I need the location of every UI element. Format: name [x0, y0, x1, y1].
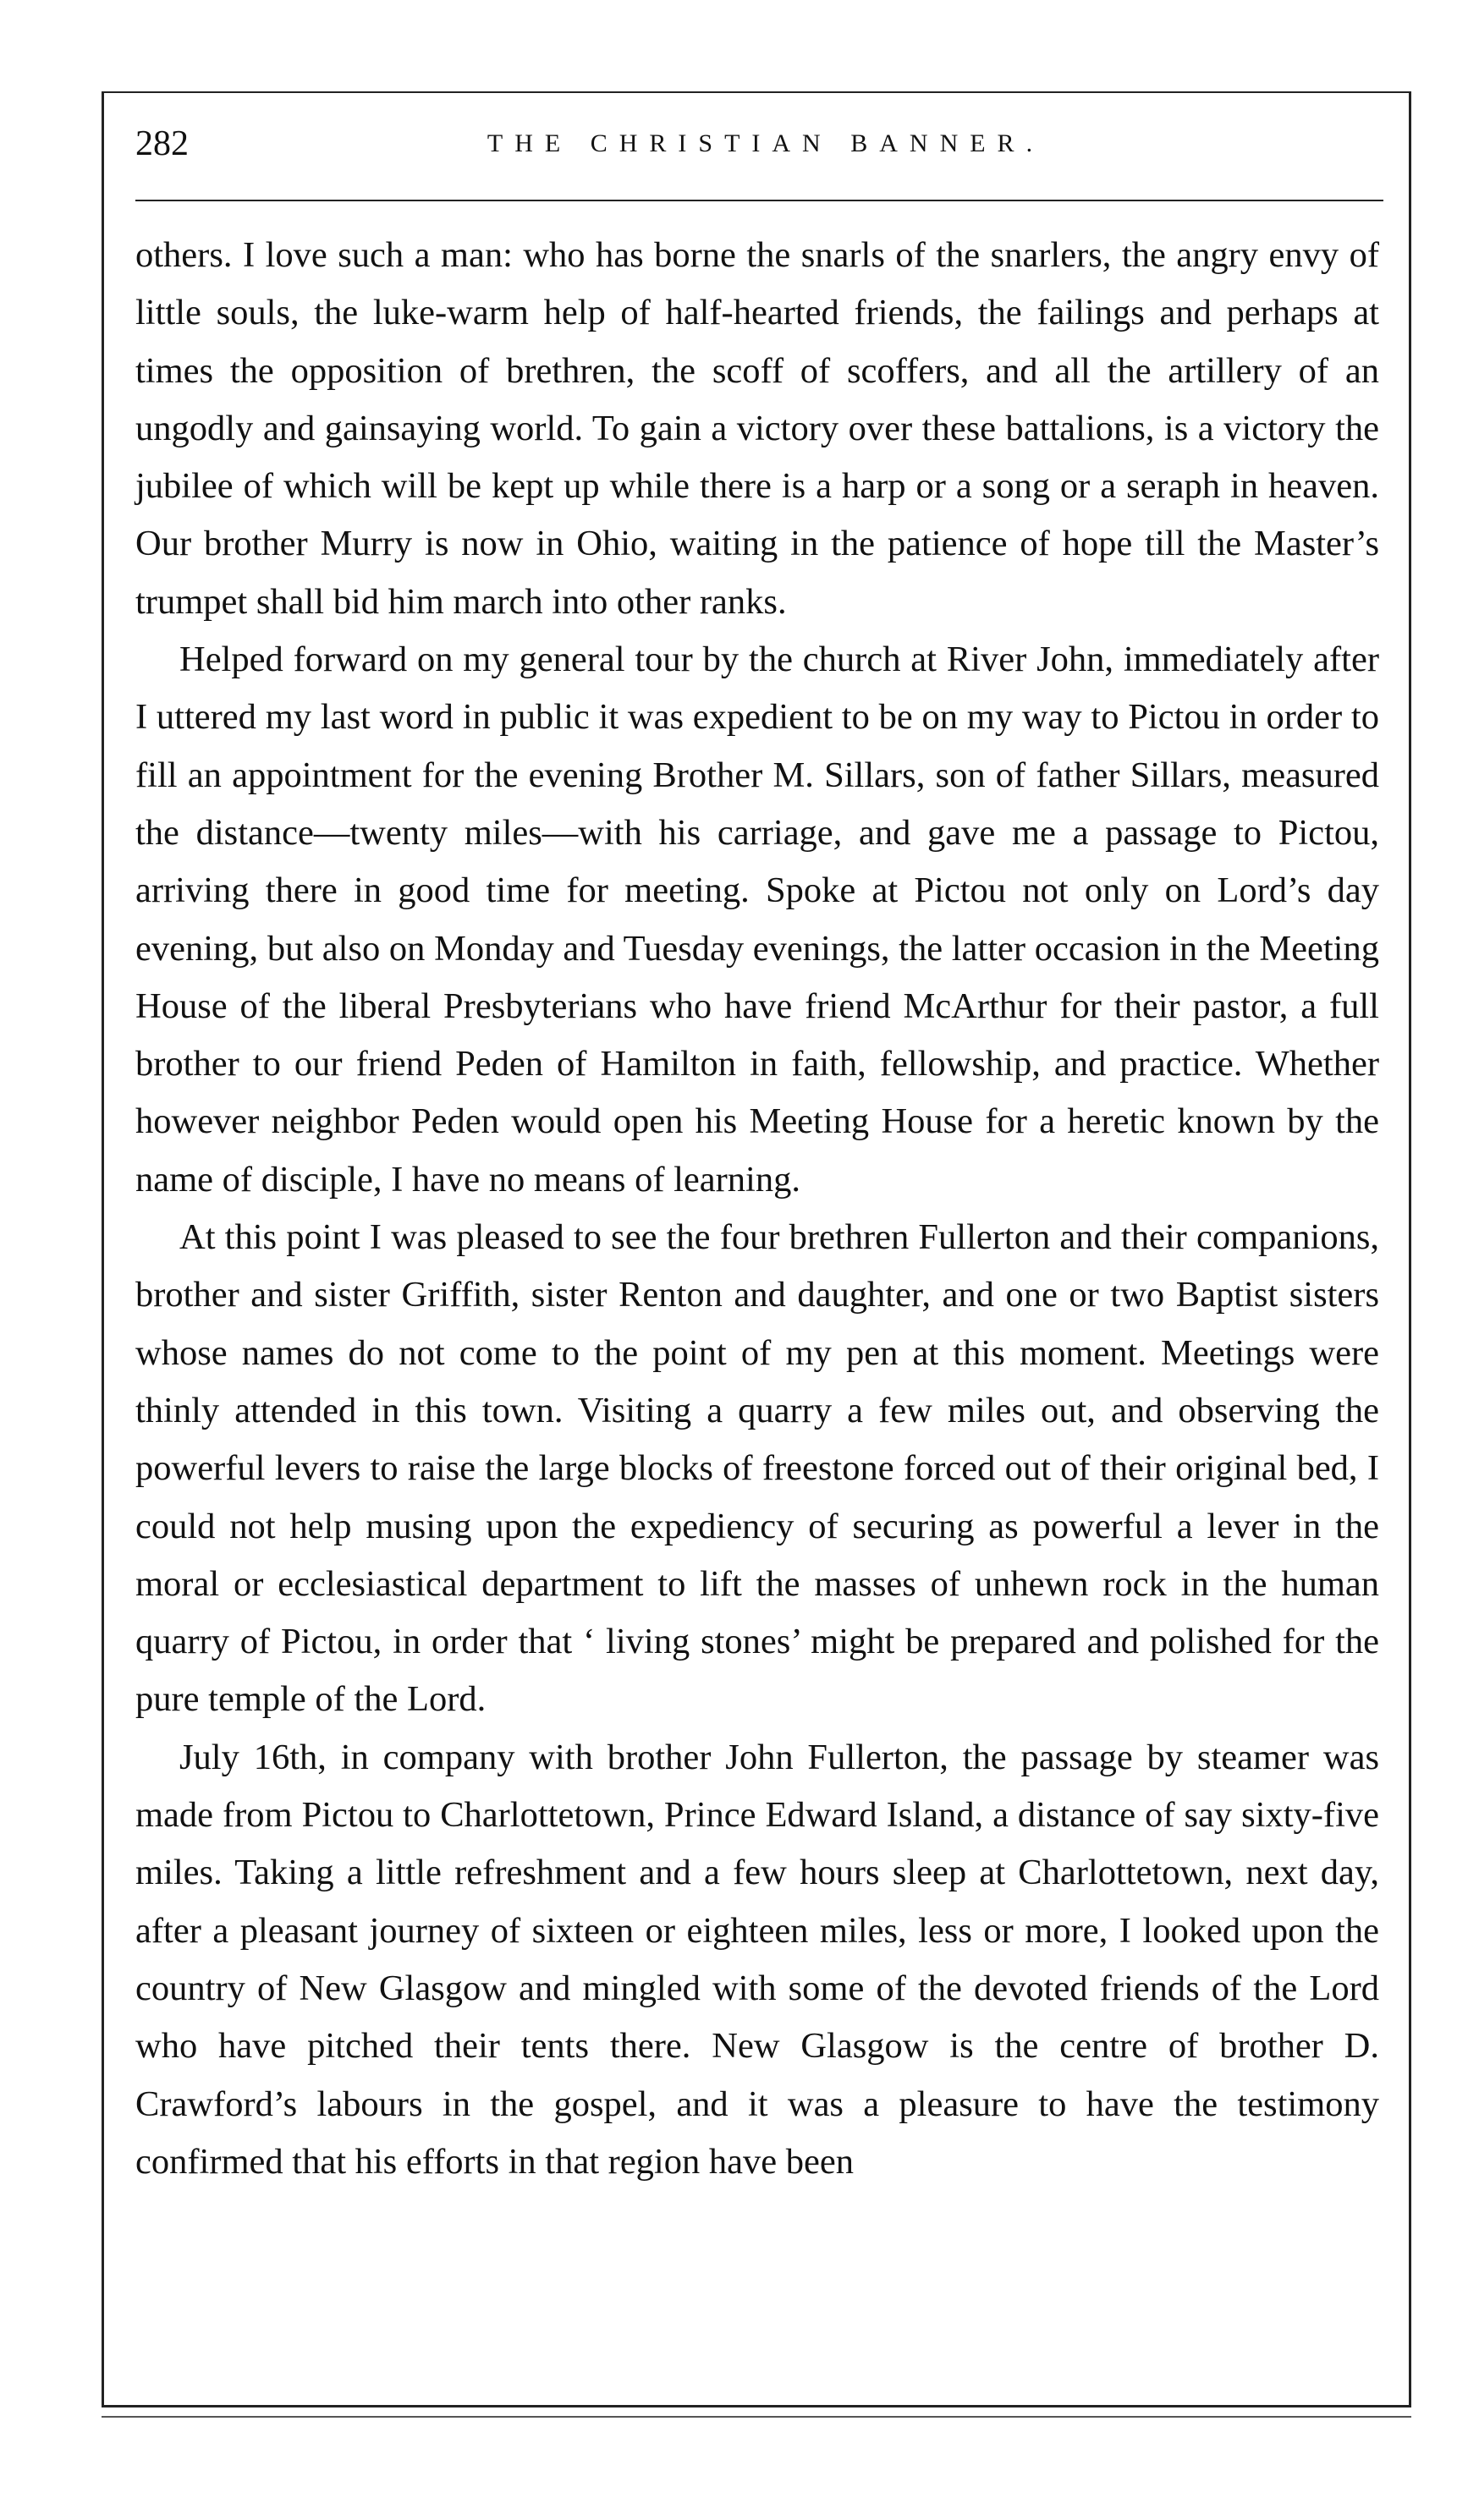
footer-rule: [102, 2416, 1411, 2418]
paragraph: At this point I was pleased to see the four brethren Fullerton and their companions, brother and sister Griffith, sister Renton and daughter, and one or two Baptist sisters whose names do not come to the point of my pen at this moment. Meetings were thinly attended in this town. Visiting a quarry a few miles out, and observing the powerful levers to raise the large blocks of freestone forced out of their original bed, I could not help musing upon the expediency of securing as powerful a lever in the moral or ecclesiastical department to lift the masses of unhewn rock in the human quarry of Pictou, in order that ‘ living stones’ might be prepared and polished for the pure temple of the Lord.: [135, 1217, 1379, 1720]
page-header: [135, 118, 1396, 169]
article-body: [135, 227, 1379, 2191]
paragraph: Helped forward on my general tour by the church at River John, immediately after I uttered my last word in public it was expedient to be on my way to Pictou in order to fill an appointment for the evening Brother M. Sillars, son of father Sillars, measured the distance—twenty miles—with his carriage, and gave me a passage to Pictou, arriving there in good time for meeting. Spoke at Pictou not only on Lord’s day evening, but also on Monday and Tuesday evenings, the latter occasion in the Meeting House of the liberal Presbyterians who have friend McArthur for their pastor, a full brother to our friend Peden of Hamilton in faith, fellowship, and practice. Whether however neighbor Peden would open his Meeting House for a heretic known by the name of disciple, I have no means of learning.: [135, 640, 1379, 1200]
paragraph: others. I love such a man: who has borne the snarls of the snarlers, the angry envy of little souls, the luke-warm help of half-hearted friends, the failings and perhaps at times the opposition of brethren, the scoff of scoffers, and all the artillery of an ungodly and gainsaying world. To gain a victory over these battalions, is a victory the jubilee of which will be kept up while there is a harp or a song or a seraph in heaven. Our brother Murry is now in Ohio, waiting in the patience of hope till the Master’s trumpet shall bid him march into other ranks.: [135, 235, 1379, 622]
page-number: 282: [135, 124, 189, 163]
running-title: THE CHRISTIAN BANNER.: [487, 129, 1045, 157]
paragraph: July 16th, in company with brother John Fullerton, the passage by steamer was made from Pictou to Charlottetown, Prince Edward Island, a distance of say sixty-five miles. Taking a little refreshment and a few hours sleep at Charlottetown, next day, after a pleasant journey of sixteen or eighteen miles, less or more, I looked upon the country of New Glasgow and mingled with some of the devoted friends of the Lord who have pitched their tents there. New Glasgow is the centre of brother D. Crawford’s labours in the gospel, and it was a pleasure to have the testimony confirmed that his efforts in that region have been: [135, 1737, 1379, 2182]
header-rule: [135, 200, 1383, 201]
